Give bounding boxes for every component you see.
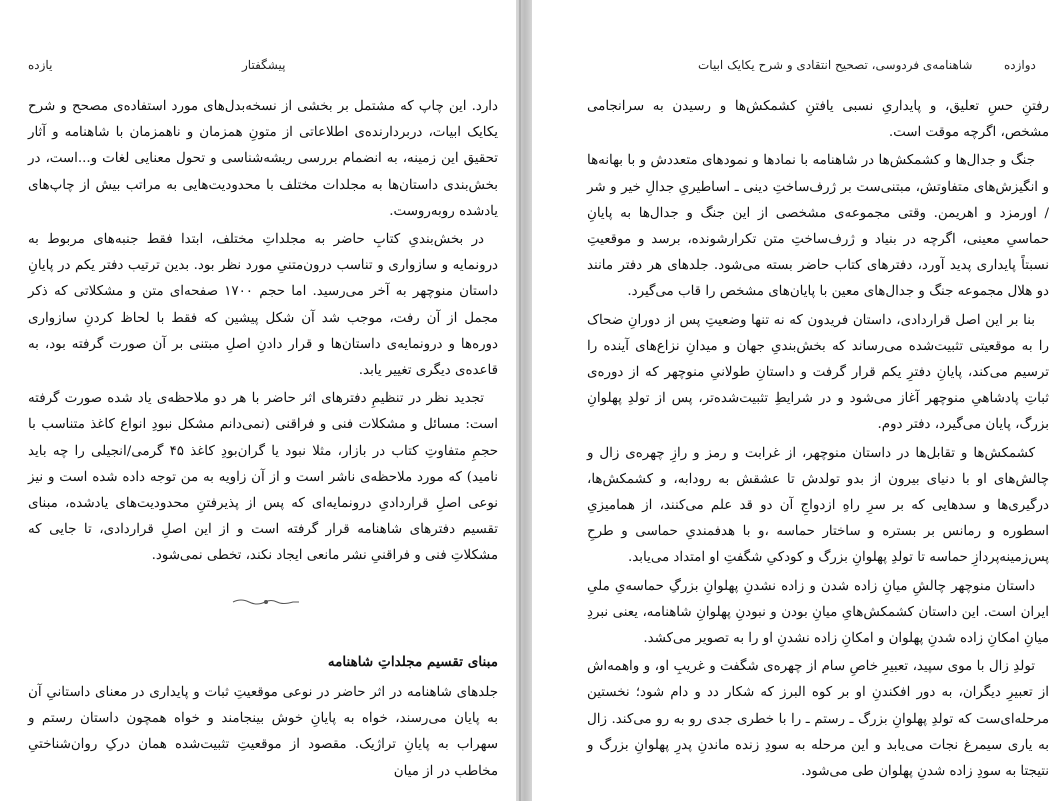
gutter-line [519,0,521,801]
section-heading: مبنای تقسیم مجلداتِ شاهنامه [327,654,498,670]
paragraph: دارد. این چاپ که مشتمل بر بخشی از نسخه‌بدل‌های مورد استفاده‌ی مصحح و شرح یکایک ابیات، دربردارنده‌ی اطلاعاتی از متونِ همزمان و ناهمزمان با شاهنامه و آثار تحقیق این زمینه، به انضمام بررسی ریشه‌شناسی و تحول معنایی لغات و...است، در بخش‌بندی داستان‌ها به مجلدات مختلف با محدودیت‌هایی به مراتب بیش از چاپ‌های یادشده روبه‌روست. [28,99,498,219]
paragraph: تولدِ زال با موی سپید، تعبیرِ خاصِ سام از چهره‌ی شگفت و غریبِ او، و واهمه‌اش از تعبیرِ دیگران، به دور افکندنِ او بر کوه البرز که شکار دد و دام شود؛ نخستین مرحله‌ای‌ست که تولدِ پهلوانِ بزرگ ـ رستم ـ را با خطری جدی رو به رو می‌کند. زال به یاری سیمرغ نجات می‌یابد و این مرحله به سودِ زنده ماندنِ پدرِ پهلوانِ بزرگ و نتیجتا به سودِ زاده شدنِ پهلوان طی می‌شود. [587,659,1049,780]
paragraph: جنگ و جدال‌ها و کشمکش‌ها در شاهنامه با نمادها و نمودهای متعددش و با بهانه‌ها و انگیزش‌های متفاوتش، مبتنی‌ست بر ژرف‌ساختِ دینی ـ اساطیریِ جدالِ خیر و شر / اورمزد و اهریمن. وقتی مجموعه‌ی مشخصی از این جنگ و جدال‌ها به پایانِ حماسیِ معینی، اگرچه در بنیاد و ژرف‌ساختِ متن تکرارشونده، برسد و موقعیتِ نسبتاً پایداری پدید آورد، دفترهای کتاب حاضر بسته می‌شود. جلدهای هر دفتر مانند دو هلال مجموعه جنگ و جدال‌های معین با پایان‌های مشخص را قاب می‌گیرد. [587,153,1049,300]
paragraph: رفتنِ حسِ تعلیق، و پایداریِ نسبی یافتنِ کشمکش‌ها و رسیدن به سرانجامی مشخص، اگرچه موقت است. [587,99,1049,141]
paragraph: تجدید نظر در تنظیمِ دفترهای اثر حاضر با هر دو ملاحظه‌ی یاد شده صورت گرفته است: مسائل و مشکلات فنی و فراقنی (نمی‌دانم مشکل نبودِ انواع کاغذ متناسب با حجمِ متفاوتِ کتاب در بازار، مثلا نبود یا گران‌بودِ کاغذ ۴۵ گرمی/انجیلی را چه باید نامید) که مورد ملاحظه‌ی ناشر است و از آن زاویه به من توجه داده شده است و نیز نوعی اصلِ قراردادیِ درونمایه‌ای که پس از پذیرفتنِ محدودیت‌های یادشده، مبنای تقسیم دفترهای شاهنامه قرار گرفته است و از این اصلِ قراردادی، تا جایی که مشکلاتِ فنی و فراقنیِ نشر مانعی ایجاد نکند، تخطی نمی‌شود. [28,391,498,564]
paragraph: داستان منوچهر چالشِ میانِ زاده شدن و زاده نشدنِ پهلوانِ بزرگِ حماسه‌یِ ملیِ ایران است. این داستان کشمکش‌هایِ میانِ بودن و نبودنِ پهلوانِ شاهنامه، یعنی نبردِ میانِ امکانِ زاده شدنِ پهلوان و امکانِ زاده نشدنِ او را به تصویر می‌کشد. [587,578,1049,647]
ornament-divider [231,596,301,608]
page-number-left: یازده [28,58,53,72]
page-number-right: دوازده [1004,58,1036,72]
left-body-text-bottom [28,680,498,787]
paragraph: جلدهای شاهنامه در اثر حاضر در نوعی موقعیتِ ثبات و پایداری در معنای داستانیِ آن به پایان می‌رسند، خواه به پایانِ خوش بینجامند و خواه همچون داستان رستم و سهراب به پایانِ تراژیک. مقصود از موقعیتِ تثبیت‌شده همان درکِ روان‌شناختیِ مخاطب در از میان [28,685,498,779]
right-body-text [587,94,1049,787]
paragraph: بنا بر این اصل قراردادی، داستان فریدون که نه تنها وضعیتِ پس از دورانِ ضحاک را به موقعیتی تثبیت‌شده می‌رساند که بخش‌بندیِ جهان و میدانِ نزاع‌های آینده را ترسیم می‌کند، پایانِ دفترِ یکم قرار گرفت و داستانِ طولانیِ منوچهر که از دوره‌ی ثباتِ پادشاهیِ منوچهر آغاز می‌شود و در شرایطِ تثبیت‌شده‌تر، پس از تولدِ پهلوانِ بزرگ، پایان می‌گیرد، دفتر دوم. [587,312,1049,433]
paragraph: کشمکش‌ها و تقابل‌ها در داستان منوچهر، از غرابت و رمز و رازِ چهره‌ی زال و چالش‌های او با دنیای بیرون از بدو تولدش تا عشقش به رودابه، و کشمکش‌ها، درگیری‌ها و سدهایی که بر سرِ راهِ ازدواجِ آن دو قد علم می‌کنند، از همامیزیِ اسطوره و رمانس بر بستره و ساختار حماسه ،و با هدفمندیِ حماسی و طرحِ پس‌زمینه‌پردازِ حماسه تا تولدِ پهلوانِ بزرگ و کودکیِ شگفتِ او امتداد می‌یابد. [587,445,1049,566]
paragraph: در بخش‌بندیِ کتابِ حاضر به مجلداتِ مختلف، ابتدا فقط جنبه‌های مربوط به درونمایه و سازواری و تناسب درون‌متنیِ مورد نظر بود. بدین ترتیب دفتر یکم در پایانِ داستان منوچهر به آخر می‌رسید. اما حجم ۱۷۰۰ صفحه‌ای متن و مشکلاتی که ذکر مجمل از آن رفت، موجب شد آن شکل پیشین که فقط با لحاظ کردنِ سازواری دوره‌ها و درونمایه‌ی داستان‌ها و قرار دادنِ اصلِ مبتنی بر آن صورت گرفته بود، به قاعده‌ی دیگری تغییر یابد. [28,232,498,379]
right-page [532,0,1057,801]
left-page [0,0,516,801]
running-header-right: شاهنامه‌ی فردوسی، تصحیح انتقادی و شرح یکایک ابیات [698,58,973,72]
left-body-text [28,94,498,572]
running-header-left: پیشگفتار [242,58,286,72]
